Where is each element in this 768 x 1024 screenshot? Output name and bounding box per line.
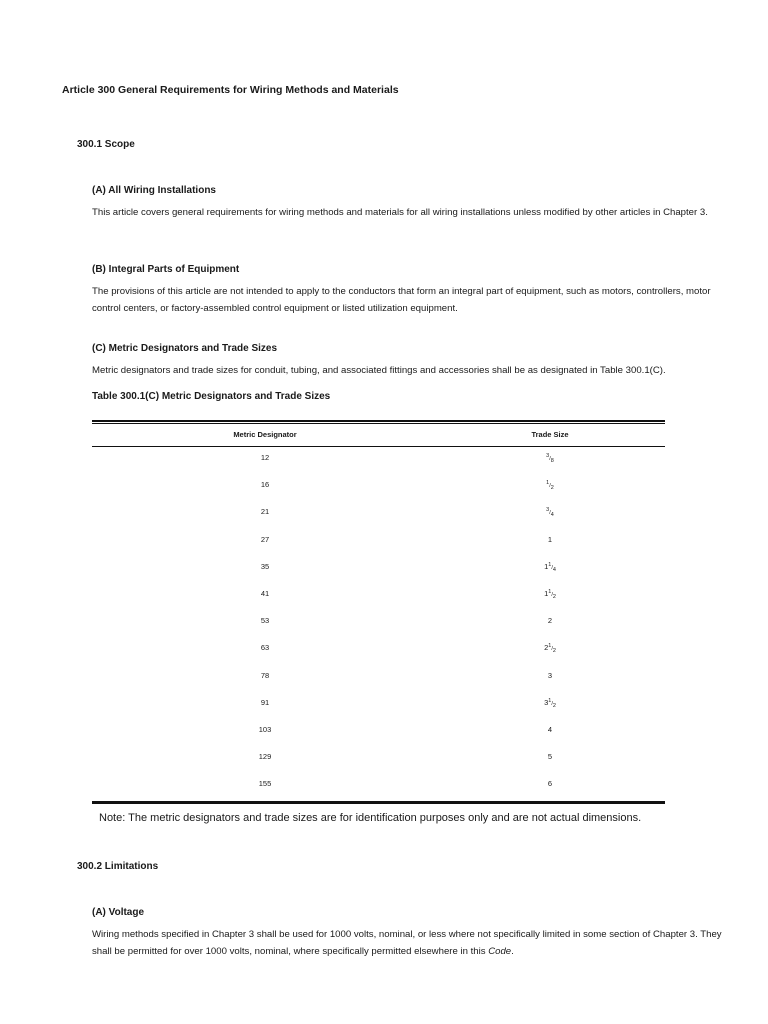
fraction-slash: /: [551, 565, 553, 571]
section-heading-300-2: 300.2 Limitations: [77, 861, 159, 872]
trade-size-whole: 1: [544, 562, 549, 571]
table-cell-trade-size: [490, 698, 610, 709]
fraction-slash: /: [549, 510, 551, 516]
table-cell-metric: 35: [260, 562, 270, 571]
table-top-rule-inner: [92, 423, 665, 424]
table-cell-trade-size: [490, 671, 610, 680]
code-emphasis: Code: [488, 946, 512, 957]
subsection-heading-voltage: (A) Voltage: [92, 907, 145, 918]
table-cell-metric: 91: [260, 698, 270, 707]
table-cell-metric: 16: [260, 480, 270, 489]
trade-size-whole: 5: [547, 752, 553, 761]
trade-size-numerator: 1: [548, 698, 552, 704]
table-cell-trade-size: [490, 453, 610, 464]
subsection-text-voltage: [92, 926, 732, 960]
table-note: Note: The metric designators and trade sizes are for identification purposes only and are not actual dimensions.: [99, 812, 642, 824]
trade-size-numerator: 1: [548, 643, 552, 649]
table-cell-trade-size: [490, 779, 610, 788]
fraction-slash: /: [551, 646, 553, 652]
table-header-rule: [92, 446, 665, 447]
table-top-rule: [92, 420, 665, 422]
trade-size-denominator: 8: [550, 458, 554, 464]
subsection-heading-c: (C) Metric Designators and Trade Sizes: [92, 343, 278, 354]
trade-size-whole: 6: [547, 779, 553, 788]
fraction-slash: /: [551, 592, 553, 598]
trade-size-numerator: 3: [546, 453, 550, 459]
table-cell-metric: 63: [260, 643, 270, 652]
table-cell-trade-size: [490, 616, 610, 625]
subsection-text-c: Metric designators and trade sizes for conduit, tubing, and associated fittings and accessories shall be as designated in Table 300.1(C).: [92, 365, 666, 376]
trade-size-whole: 4: [547, 725, 553, 734]
trade-size-numerator: 1: [546, 480, 550, 486]
fraction-slash: /: [549, 456, 551, 462]
table-bottom-rule: [92, 801, 665, 804]
table-cell-trade-size: [490, 725, 610, 734]
trade-size-numerator: 1: [548, 589, 552, 595]
table-cell-metric: 129: [258, 752, 272, 761]
table-cell-trade-size: [490, 562, 610, 573]
trade-size-whole: 2: [547, 616, 553, 625]
trade-size-denominator: 2: [552, 703, 556, 709]
subsection-heading-b: (B) Integral Parts of Equipment: [92, 264, 240, 275]
trade-size-whole: 1: [544, 589, 549, 598]
table-cell-metric: 53: [260, 616, 270, 625]
trade-size-denominator: 4: [552, 567, 556, 573]
table-header-metric: Metric Designator: [233, 430, 297, 439]
table-cell-metric: 41: [260, 589, 270, 598]
trade-size-denominator: 2: [550, 485, 554, 491]
subsection-heading-a: (A) All Wiring Installations: [92, 185, 216, 196]
trade-size-numerator: 3: [546, 507, 550, 513]
subsection-text-b: The provisions of this article are not intended to apply to the conductors that form an integral part of equipment, such as motors, controllers, motor control centers, or factory-assembled control equipment or listed utilization equipment.: [92, 286, 711, 314]
table-cell-trade-size: [490, 535, 610, 544]
trade-size-denominator: 2: [552, 594, 556, 600]
trade-size-whole: 3: [544, 698, 549, 707]
table-cell-metric: 27: [260, 535, 270, 544]
table-cell-trade-size: [490, 480, 610, 491]
table-cell-trade-size: [490, 752, 610, 761]
fraction-slash: /: [551, 701, 553, 707]
table-cell-metric: 12: [260, 453, 270, 462]
section-heading-300-1: 300.1 Scope: [77, 139, 135, 150]
table-cell-trade-size: [490, 507, 610, 518]
table-cell-metric: 155: [258, 779, 272, 788]
table-cell-trade-size: [490, 589, 610, 600]
subsection-text-a: This article covers general requirements for wiring methods and materials for all wiring installations unless modified by other articles in Chapter 3.: [92, 207, 708, 218]
trade-size-whole: 3: [547, 671, 553, 680]
trade-size-denominator: 4: [550, 512, 554, 518]
article-title: Article 300 General Requirements for Wiring Methods and Materials: [62, 84, 399, 96]
trade-size-whole: 1: [547, 535, 553, 544]
trade-size-denominator: 2: [552, 648, 556, 654]
table-cell-trade-size: [490, 643, 610, 654]
table-cell-metric: 78: [260, 671, 270, 680]
table-header-trade: Trade Size: [531, 430, 569, 439]
fraction-slash: /: [549, 483, 551, 489]
trade-size-numerator: 1: [548, 562, 552, 568]
table-caption: Table 300.1(C) Metric Designators and Trade Sizes: [92, 391, 331, 402]
trade-size-whole: 2: [544, 643, 549, 652]
voltage-text-main: Wiring methods specified in Chapter 3 shall be used for 1000 volts, nominal, or less where not specifically limited in some section of Chapter 3. They shall be permitted for over 1000 volts, nominal, where specifically permitted elsewhere in this: [92, 929, 722, 957]
table-cell-metric: 21: [260, 507, 270, 516]
table-cell-metric: 103: [258, 725, 272, 734]
voltage-text-end: .: [511, 946, 514, 957]
